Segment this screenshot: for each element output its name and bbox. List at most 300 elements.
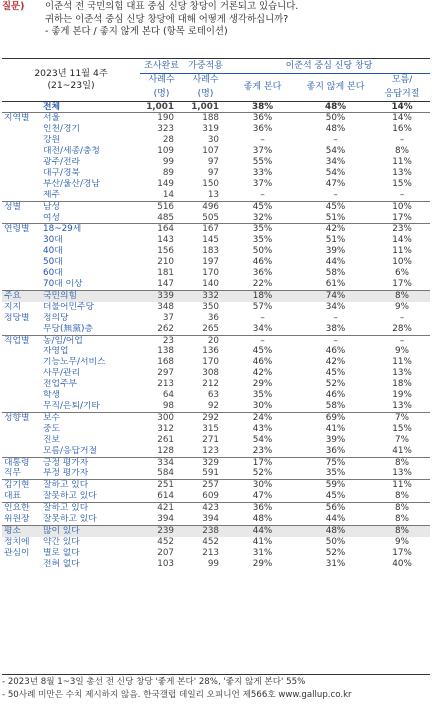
cell-sample-raw: 421 xyxy=(140,503,183,514)
cell-sample-raw: 181 xyxy=(157,268,175,279)
row-group-label: 김기현 xyxy=(2,480,40,491)
cell-sample-raw: 64 xyxy=(162,390,175,401)
cell-sample-weighted: 591 xyxy=(202,468,220,479)
cell-dk: – xyxy=(399,312,405,323)
cell-sample-raw: 210 xyxy=(157,257,175,268)
table-row xyxy=(2,135,430,146)
row-group-label: 정치에 xyxy=(4,536,30,547)
cell-good: 41% xyxy=(252,536,273,547)
survey-date-range: (21~23일) xyxy=(47,79,95,91)
col-raw-top: 조사완료 xyxy=(140,59,183,73)
table-row xyxy=(2,559,430,570)
cell-good: 45% xyxy=(228,201,297,212)
cell-sample-weighted: 350 xyxy=(202,301,220,312)
row-label: 50대 xyxy=(43,257,63,268)
table-row xyxy=(2,548,430,559)
cell-dk: 14% xyxy=(374,113,430,124)
cell-good: 23% xyxy=(252,445,273,456)
row-group-label: 지지 xyxy=(4,301,21,312)
cell-sample-weighted: 238 xyxy=(183,525,228,536)
table-row xyxy=(2,101,430,113)
table-row xyxy=(2,313,430,324)
row-label: 많이 있다 xyxy=(40,525,140,536)
cell-sample-raw: 262 xyxy=(157,323,175,334)
cell-good: 35% xyxy=(252,390,273,401)
row-label: 대구/경북 xyxy=(43,167,80,178)
cell-sample-weighted: 496 xyxy=(183,201,228,212)
cell-sample-weighted: 97 xyxy=(207,167,220,178)
cell-sample-weighted: 292 xyxy=(183,412,228,423)
row-label: 중도 xyxy=(43,423,60,434)
cell-sample-weighted: 213 xyxy=(202,547,220,558)
cell-sample-weighted: 63 xyxy=(207,390,220,401)
table-row xyxy=(2,179,430,190)
cell-good: 46% xyxy=(252,357,273,368)
cell-sample-raw: 339 xyxy=(140,290,183,301)
row-label: 부산/울산/경남 xyxy=(43,178,100,189)
cell-bad: 44% xyxy=(325,514,346,525)
cell-good: 33% xyxy=(252,167,273,178)
cell-bad: – xyxy=(333,312,338,323)
row-label: 진보 xyxy=(43,434,60,445)
row-group-label xyxy=(2,357,40,368)
cell-bad: 75% xyxy=(297,457,374,468)
cell-sample-weighted: 394 xyxy=(202,514,220,525)
cell-good: 57% xyxy=(252,301,273,312)
table-row xyxy=(2,480,430,491)
cell-sample-weighted: 1,001 xyxy=(183,101,228,113)
row-group-label xyxy=(2,213,40,224)
cell-sample-raw: 334 xyxy=(140,457,183,468)
question-line-2: 귀하는 이준석 중심 신당 창당에 대해 어떻게 생각하십니까? xyxy=(45,13,289,25)
table-row xyxy=(2,302,430,313)
cell-dk: 8% xyxy=(395,146,410,157)
cell-bad: 42% xyxy=(325,357,346,368)
cell-sample-raw: 147 xyxy=(157,279,175,289)
row-group-label xyxy=(2,135,40,146)
cell-good: 48% xyxy=(252,514,273,525)
table-row xyxy=(2,457,430,468)
cell-sample-raw: 168 xyxy=(157,357,175,368)
cell-bad: 39% xyxy=(325,434,346,445)
cell-bad: 39% xyxy=(325,246,346,257)
col-dk-label: 모름/ xyxy=(391,75,413,86)
cell-dk: 9% xyxy=(395,301,410,312)
cell-bad: 46% xyxy=(325,390,346,401)
cell-bad: 42% xyxy=(297,224,374,235)
row-group-label: 대표 xyxy=(4,491,21,502)
row-group-label xyxy=(2,368,40,379)
table-row xyxy=(2,279,430,290)
cell-sample-raw: 98 xyxy=(162,400,175,411)
cell-dk: 6% xyxy=(395,268,410,279)
cell-bad: 58% xyxy=(325,268,346,279)
row-label: 광주/전라 xyxy=(43,157,80,168)
cell-good: 46% xyxy=(252,257,273,268)
cell-bad: 48% xyxy=(325,124,346,135)
row-group-label xyxy=(2,257,40,268)
cell-good: 24% xyxy=(228,412,297,423)
cell-dk: 10% xyxy=(374,201,430,212)
cell-sample-raw: 239 xyxy=(140,525,183,536)
cell-sample-raw: 614 xyxy=(157,491,175,502)
table-row xyxy=(2,435,430,446)
table-row xyxy=(2,168,430,179)
cell-good: 36% xyxy=(252,268,273,279)
cell-sample-weighted: 332 xyxy=(183,290,228,301)
row-group-label: 연령별 xyxy=(2,224,40,235)
cell-bad: 54% xyxy=(325,146,346,157)
cell-dk: 9% xyxy=(395,536,410,547)
cell-sample-raw: 109 xyxy=(157,146,175,157)
row-label: 60대 xyxy=(43,268,63,279)
cell-bad: 51% xyxy=(325,212,346,223)
cell-sample-raw: 28 xyxy=(162,135,175,146)
cell-dk: 8% xyxy=(395,514,410,525)
cell-dk: 15% xyxy=(392,423,412,434)
cell-dk: 10% xyxy=(392,257,412,268)
cell-bad: 48% xyxy=(297,525,374,536)
cell-sample-raw: 1,001 xyxy=(140,101,183,113)
table-row xyxy=(2,290,430,301)
cell-sample-raw: 156 xyxy=(157,246,175,257)
cell-sample-weighted: 329 xyxy=(183,457,228,468)
row-group-label xyxy=(2,346,40,357)
cell-dk: 8% xyxy=(374,457,430,468)
cell-dk: – xyxy=(399,189,405,200)
row-group-label xyxy=(2,401,40,412)
table-row xyxy=(2,412,430,423)
row-label: 70대 이상 xyxy=(43,279,83,289)
cell-good: 29% xyxy=(252,379,273,390)
table-row xyxy=(2,503,430,514)
row-label: 전혀 없다 xyxy=(43,558,80,569)
cell-sample-raw: 14 xyxy=(162,189,175,200)
cell-bad: 45% xyxy=(297,201,374,212)
table-row xyxy=(2,446,430,457)
column-group-title: 이준석 중심 신당 창당 xyxy=(228,59,430,73)
cell-good: 18% xyxy=(228,290,297,301)
cell-dk: 13% xyxy=(392,400,412,411)
cell-dk: 11% xyxy=(392,157,412,168)
row-label: 자영업 xyxy=(43,346,69,357)
cell-dk: – xyxy=(399,135,405,146)
row-group-label xyxy=(2,424,40,435)
row-label: 40대 xyxy=(43,246,63,257)
row-label: 무당(無黨)층 xyxy=(43,323,93,334)
row-group-label: 성향별 xyxy=(2,412,40,423)
cell-good: 35% xyxy=(252,235,273,246)
cell-dk: 18% xyxy=(392,379,412,390)
table-row xyxy=(2,491,430,502)
cell-sample-raw: 143 xyxy=(157,235,175,246)
cell-dk: 14% xyxy=(374,101,430,113)
col-weighted-label: 사례수 xyxy=(192,75,219,86)
cell-dk: 11% xyxy=(392,357,412,368)
table-row xyxy=(2,537,430,548)
cell-good: 35% xyxy=(228,224,297,235)
table-row xyxy=(2,525,430,536)
row-label: 부정 평가자 xyxy=(43,468,89,479)
cell-dk: 13% xyxy=(392,468,412,479)
table-row xyxy=(2,190,430,201)
row-group-label: 위원장 xyxy=(4,514,30,525)
cell-bad: – xyxy=(297,335,374,346)
footnote-prior-survey: - 2023년 8월 1~3일 총선 전 신당 창당 '좋게 본다' 28%, '좋지 않게 본다' 55% xyxy=(2,677,306,687)
cell-sample-weighted: 423 xyxy=(183,503,228,514)
cell-sample-raw: 485 xyxy=(157,212,175,223)
cell-sample-raw: 128 xyxy=(157,445,175,456)
table-row xyxy=(2,246,430,257)
table-row xyxy=(2,324,430,335)
cell-sample-raw: 394 xyxy=(157,514,175,525)
cell-sample-weighted: 30 xyxy=(207,135,220,146)
cell-good: 30% xyxy=(252,400,273,411)
table-row xyxy=(2,257,430,268)
cell-sample-weighted: 170 xyxy=(202,268,220,279)
table-row xyxy=(2,379,430,390)
row-group-label: 지역별 xyxy=(2,113,40,124)
cell-bad: 61% xyxy=(325,279,346,289)
cell-dk: 15% xyxy=(392,178,412,189)
row-label: 잘못하고 있다 xyxy=(43,514,97,525)
cell-good: 43% xyxy=(252,423,273,434)
cell-dk: 40% xyxy=(392,558,412,569)
cell-sample-raw: 99 xyxy=(162,157,175,168)
col-raw-unit: (명) xyxy=(140,87,183,101)
results-table xyxy=(2,58,430,570)
row-group-label xyxy=(2,190,40,201)
row-group-label xyxy=(2,379,40,390)
row-group-label xyxy=(2,168,40,179)
cell-sample-weighted: 20 xyxy=(183,335,228,346)
cell-dk: – xyxy=(374,335,430,346)
cell-good: 54% xyxy=(252,434,273,445)
cell-dk: 9% xyxy=(395,346,410,357)
cell-sample-raw: 213 xyxy=(157,379,175,390)
cell-sample-weighted: 271 xyxy=(202,434,220,445)
col-weighted-unit: (명) xyxy=(183,87,228,101)
table-row xyxy=(2,424,430,435)
cell-sample-raw: 312 xyxy=(157,423,175,434)
row-label: 남성 xyxy=(40,201,140,212)
cell-sample-weighted: 170 xyxy=(202,357,220,368)
col-weighted-top: 가중적용 xyxy=(183,59,228,73)
cell-dk: 7% xyxy=(374,412,430,423)
cell-bad: 74% xyxy=(297,290,374,301)
row-label: 30대 xyxy=(43,235,63,246)
table-row xyxy=(2,146,430,157)
col-bad-label: 좋지 않게 본다 xyxy=(297,73,374,101)
row-label: 전업주부 xyxy=(43,379,77,390)
cell-sample-weighted: 212 xyxy=(202,379,220,390)
row-label: 18~29세 xyxy=(40,224,140,235)
cell-dk: 23% xyxy=(374,224,430,235)
cell-sample-weighted: 167 xyxy=(183,224,228,235)
cell-good: 36% xyxy=(252,124,273,135)
row-group-label: 평소 xyxy=(2,525,40,536)
cell-bad: 45% xyxy=(325,368,346,379)
cell-good: 17% xyxy=(228,457,297,468)
cell-sample-weighted: 140 xyxy=(202,279,220,289)
cell-bad: 50% xyxy=(325,536,346,547)
cell-sample-raw: 452 xyxy=(157,536,175,547)
cell-sample-raw: 190 xyxy=(140,113,183,124)
row-label: 긍정 평가자 xyxy=(40,457,140,468)
cell-good: 38% xyxy=(228,101,297,113)
question-line-3: - 좋게 본다 / 좋지 않게 본다 (항목 로테이션) xyxy=(45,26,228,37)
row-group-label: 성별 xyxy=(2,201,40,212)
cell-dk: 8% xyxy=(374,525,430,536)
cell-sample-weighted: 123 xyxy=(202,445,220,456)
cell-dk: 8% xyxy=(395,491,410,502)
cell-bad: 46% xyxy=(325,346,346,357)
cell-sample-raw: 297 xyxy=(157,368,175,379)
cell-good: 36% xyxy=(228,113,297,124)
cell-sample-weighted: 197 xyxy=(202,257,220,268)
cell-good: 37% xyxy=(252,178,273,189)
cell-sample-weighted: 315 xyxy=(202,423,220,434)
row-label: 전체 xyxy=(40,101,140,113)
cell-dk: 19% xyxy=(392,390,412,401)
cell-good: 47% xyxy=(252,491,273,502)
cell-sample-weighted: 452 xyxy=(202,536,220,547)
cell-good: 32% xyxy=(252,212,273,223)
cell-dk: 11% xyxy=(374,480,430,491)
row-label: 인천/경기 xyxy=(43,124,80,135)
cell-bad: 34% xyxy=(325,301,346,312)
cell-sample-raw: 207 xyxy=(157,547,175,558)
row-group-label: 직무 xyxy=(4,468,21,479)
table-row xyxy=(2,201,430,212)
cell-good: 31% xyxy=(252,547,273,558)
table-row xyxy=(2,113,430,124)
cell-dk: 13% xyxy=(392,368,412,379)
row-group-label xyxy=(2,446,40,457)
table-row xyxy=(2,335,430,346)
cell-sample-weighted: 36 xyxy=(207,312,220,323)
cell-dk: 7% xyxy=(395,434,410,445)
cell-sample-weighted: 188 xyxy=(183,113,228,124)
cell-sample-weighted: 150 xyxy=(202,178,220,189)
row-label: 여성 xyxy=(43,212,60,223)
cell-good: 45% xyxy=(252,346,273,357)
cell-bad: 51% xyxy=(325,235,346,246)
cell-sample-weighted: 136 xyxy=(202,346,220,357)
cell-bad: 58% xyxy=(325,400,346,411)
row-group-label xyxy=(2,179,40,190)
table-row xyxy=(2,157,430,168)
row-group-label: 직업별 xyxy=(2,335,40,346)
cell-sample-weighted: 13 xyxy=(207,189,220,200)
cell-sample-weighted: 97 xyxy=(207,157,220,168)
cell-sample-raw: 323 xyxy=(157,124,175,135)
cell-good: 22% xyxy=(252,279,273,289)
row-label: 모름/응답거절 xyxy=(43,445,97,456)
cell-dk: 17% xyxy=(392,279,412,289)
cell-bad: 59% xyxy=(297,480,374,491)
row-label: 사무/관리 xyxy=(43,368,80,379)
cell-sample-weighted: 107 xyxy=(202,146,220,157)
col-raw-label: 사례수 xyxy=(148,75,175,86)
cell-good: – xyxy=(260,312,265,323)
row-label: 국민의힘 xyxy=(40,290,140,301)
row-label: 제주 xyxy=(43,189,60,200)
cell-bad: 52% xyxy=(325,547,346,558)
question-label: 질문) xyxy=(2,1,25,12)
cell-sample-raw: 348 xyxy=(157,301,175,312)
row-label: 서울 xyxy=(40,113,140,124)
cell-sample-raw: 103 xyxy=(157,558,175,569)
table-row xyxy=(2,268,430,279)
row-group-label: 정당별 xyxy=(4,312,30,323)
row-group-label xyxy=(2,235,40,246)
cell-good: 29% xyxy=(252,558,273,569)
question-block xyxy=(2,1,430,65)
cell-bad: 38% xyxy=(325,323,346,334)
table-row xyxy=(2,368,430,379)
row-label: 더불어민주당 xyxy=(43,301,94,312)
row-group-label xyxy=(2,124,40,135)
cell-bad: 47% xyxy=(325,178,346,189)
cell-sample-weighted: 99 xyxy=(207,558,220,569)
cell-dk: 17% xyxy=(392,547,412,558)
cell-sample-raw: 138 xyxy=(157,346,175,357)
cell-good: 36% xyxy=(228,503,297,514)
cell-good: 37% xyxy=(252,146,273,157)
cell-sample-weighted: 609 xyxy=(202,491,220,502)
row-group-label xyxy=(2,559,40,570)
footnotes xyxy=(2,674,430,702)
cell-good: 30% xyxy=(228,480,297,491)
row-group-label xyxy=(2,390,40,401)
cell-bad: 48% xyxy=(297,101,374,113)
cell-sample-weighted: 319 xyxy=(202,124,220,135)
table-row xyxy=(2,346,430,357)
row-group-label: 주요 xyxy=(2,290,40,301)
cell-bad: 69% xyxy=(297,412,374,423)
cell-dk: 41% xyxy=(392,445,412,456)
row-group-label: 관심이 xyxy=(4,547,30,558)
cell-good: 42% xyxy=(252,368,273,379)
table-row xyxy=(2,401,430,412)
cell-dk: 14% xyxy=(392,235,412,246)
table-row xyxy=(2,390,430,401)
cell-good: 44% xyxy=(228,525,297,536)
col-good-label: 좋게 본다 xyxy=(228,73,297,101)
row-group-label xyxy=(2,324,40,335)
row-group-label xyxy=(2,268,40,279)
row-group-label xyxy=(2,146,40,157)
cell-dk: 17% xyxy=(392,212,412,223)
gallup-link[interactable]: www.gallup.co.kr xyxy=(278,690,352,700)
cell-bad: 56% xyxy=(297,503,374,514)
cell-good: – xyxy=(260,135,265,146)
cell-dk: 16% xyxy=(392,124,412,135)
cell-bad: 44% xyxy=(325,257,346,268)
cell-sample-weighted: 505 xyxy=(202,212,220,223)
row-label: 보수 xyxy=(40,412,140,423)
cell-bad: 36% xyxy=(325,445,346,456)
cell-good: – xyxy=(260,189,265,200)
cell-bad: – xyxy=(333,135,338,146)
cell-sample-weighted: 183 xyxy=(202,246,220,257)
row-label: 잘못하고 있다 xyxy=(43,491,97,502)
row-label: 학생 xyxy=(43,390,60,401)
row-group-label xyxy=(2,435,40,446)
row-group-label xyxy=(2,157,40,168)
row-label: 잘하고 있다 xyxy=(40,480,140,491)
